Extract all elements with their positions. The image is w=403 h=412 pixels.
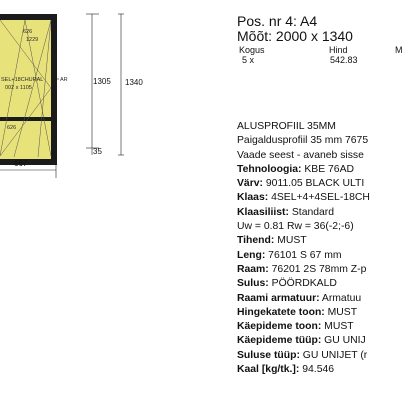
spec-label: Hingekatete toon: <box>237 306 325 318</box>
spec-value: Standard <box>288 206 335 218</box>
frame-height-label: 1305 <box>93 77 111 86</box>
spec-row <box>237 334 400 348</box>
spec-label: Raami armatuur: <box>237 292 320 304</box>
spec-row <box>237 206 400 220</box>
spec-value: 4SEL+4+4SEL-18CH <box>268 192 370 204</box>
spec-row <box>237 149 400 163</box>
spec-value: Armatuu <box>319 292 362 304</box>
spec-value: PÖÖRDKALD <box>268 278 337 290</box>
table-cell-price: 542.83 <box>330 55 358 65</box>
spec-value: 94.546 <box>299 364 335 376</box>
spec-row <box>237 177 400 191</box>
width-dimension <box>0 165 56 178</box>
sill-label: 35 <box>93 147 102 156</box>
glass-spec-label: SEL+18CHURAL <box>1 77 44 83</box>
spec-row <box>237 363 400 377</box>
table-header-price: Hind <box>329 45 348 55</box>
table-cell-qty: 5 x <box>242 55 255 65</box>
spec-row <box>237 292 400 306</box>
spec-value: Vaade seest - avaneb sisse <box>237 149 364 161</box>
spec-label: Käepideme tüüp: <box>237 335 322 347</box>
spec-value: MUST <box>274 235 307 247</box>
spec-row <box>237 249 400 263</box>
spec-row <box>237 263 400 277</box>
spec-row <box>237 349 400 363</box>
spec-label: Raam: <box>237 263 269 275</box>
price-table <box>237 45 403 67</box>
table-header-more: M <box>395 45 403 55</box>
spec-label: Klaas: <box>237 192 269 204</box>
spec-value: MUST <box>324 306 358 318</box>
glass-top-height: 1229 <box>26 37 39 43</box>
spec-row <box>237 120 400 134</box>
spec-label: Leng: <box>237 249 266 261</box>
width-label: 667 <box>14 159 28 168</box>
spec-row <box>237 234 400 248</box>
side-label: AR <box>60 77 68 83</box>
spec-row <box>237 320 400 334</box>
glass-bottom-width: 626 <box>7 125 17 131</box>
spec-value: MUST <box>321 321 354 333</box>
spec-label: Suluse tüüp: <box>237 349 300 361</box>
spec-label: Klaasiliist: <box>237 206 289 218</box>
spec-value: Paigaldusprofiil 35 mm 7675 <box>237 135 369 147</box>
spec-label: Värv: <box>237 178 263 190</box>
size-title: Mõõt: 2000 x 1340 <box>237 28 353 44</box>
spec-row <box>237 220 400 234</box>
spec-label: Tihend: <box>237 235 275 247</box>
spec-label: Kaal [kg/tk.]: <box>237 364 300 376</box>
spec-value: GU UNIJET (r <box>299 349 368 361</box>
spec-value: KBE 76AD <box>301 163 355 175</box>
spec-label: Tehnoloogia: <box>237 163 302 175</box>
spec-row <box>237 134 400 148</box>
transom-bar <box>0 117 51 121</box>
spec-row <box>237 306 400 320</box>
position-title: Pos. nr 4: A4 <box>237 13 318 29</box>
window-drawing <box>0 0 200 412</box>
spec-label: Sulus: <box>237 278 269 290</box>
total-height-label: 1340 <box>125 78 143 87</box>
spec-value: 76101 S 67 mm <box>265 249 342 261</box>
spec-row <box>237 191 400 205</box>
spec-value: 9011.05 BLACK ULTI <box>263 178 365 190</box>
table-header-qty: Kogus <box>239 45 265 55</box>
spec-value: GU UNIJ <box>321 335 366 347</box>
spec-row <box>237 163 400 177</box>
spec-value: 76201 2S 78mm Z-p <box>268 263 367 275</box>
spec-value: Uw = 0.81 Rw = 36(-2;-6) <box>237 221 354 233</box>
spec-list <box>237 120 400 377</box>
spec-value: ALUSPROFIIL 35MM <box>237 121 336 132</box>
spec-panel <box>237 13 403 376</box>
total-height-dimension <box>118 14 124 155</box>
glass-size-label: 002 x 1105 <box>5 85 32 91</box>
glass-top-width: 626 <box>23 29 33 35</box>
spec-label: Käepideme toon: <box>237 321 322 333</box>
spec-row <box>237 277 400 291</box>
